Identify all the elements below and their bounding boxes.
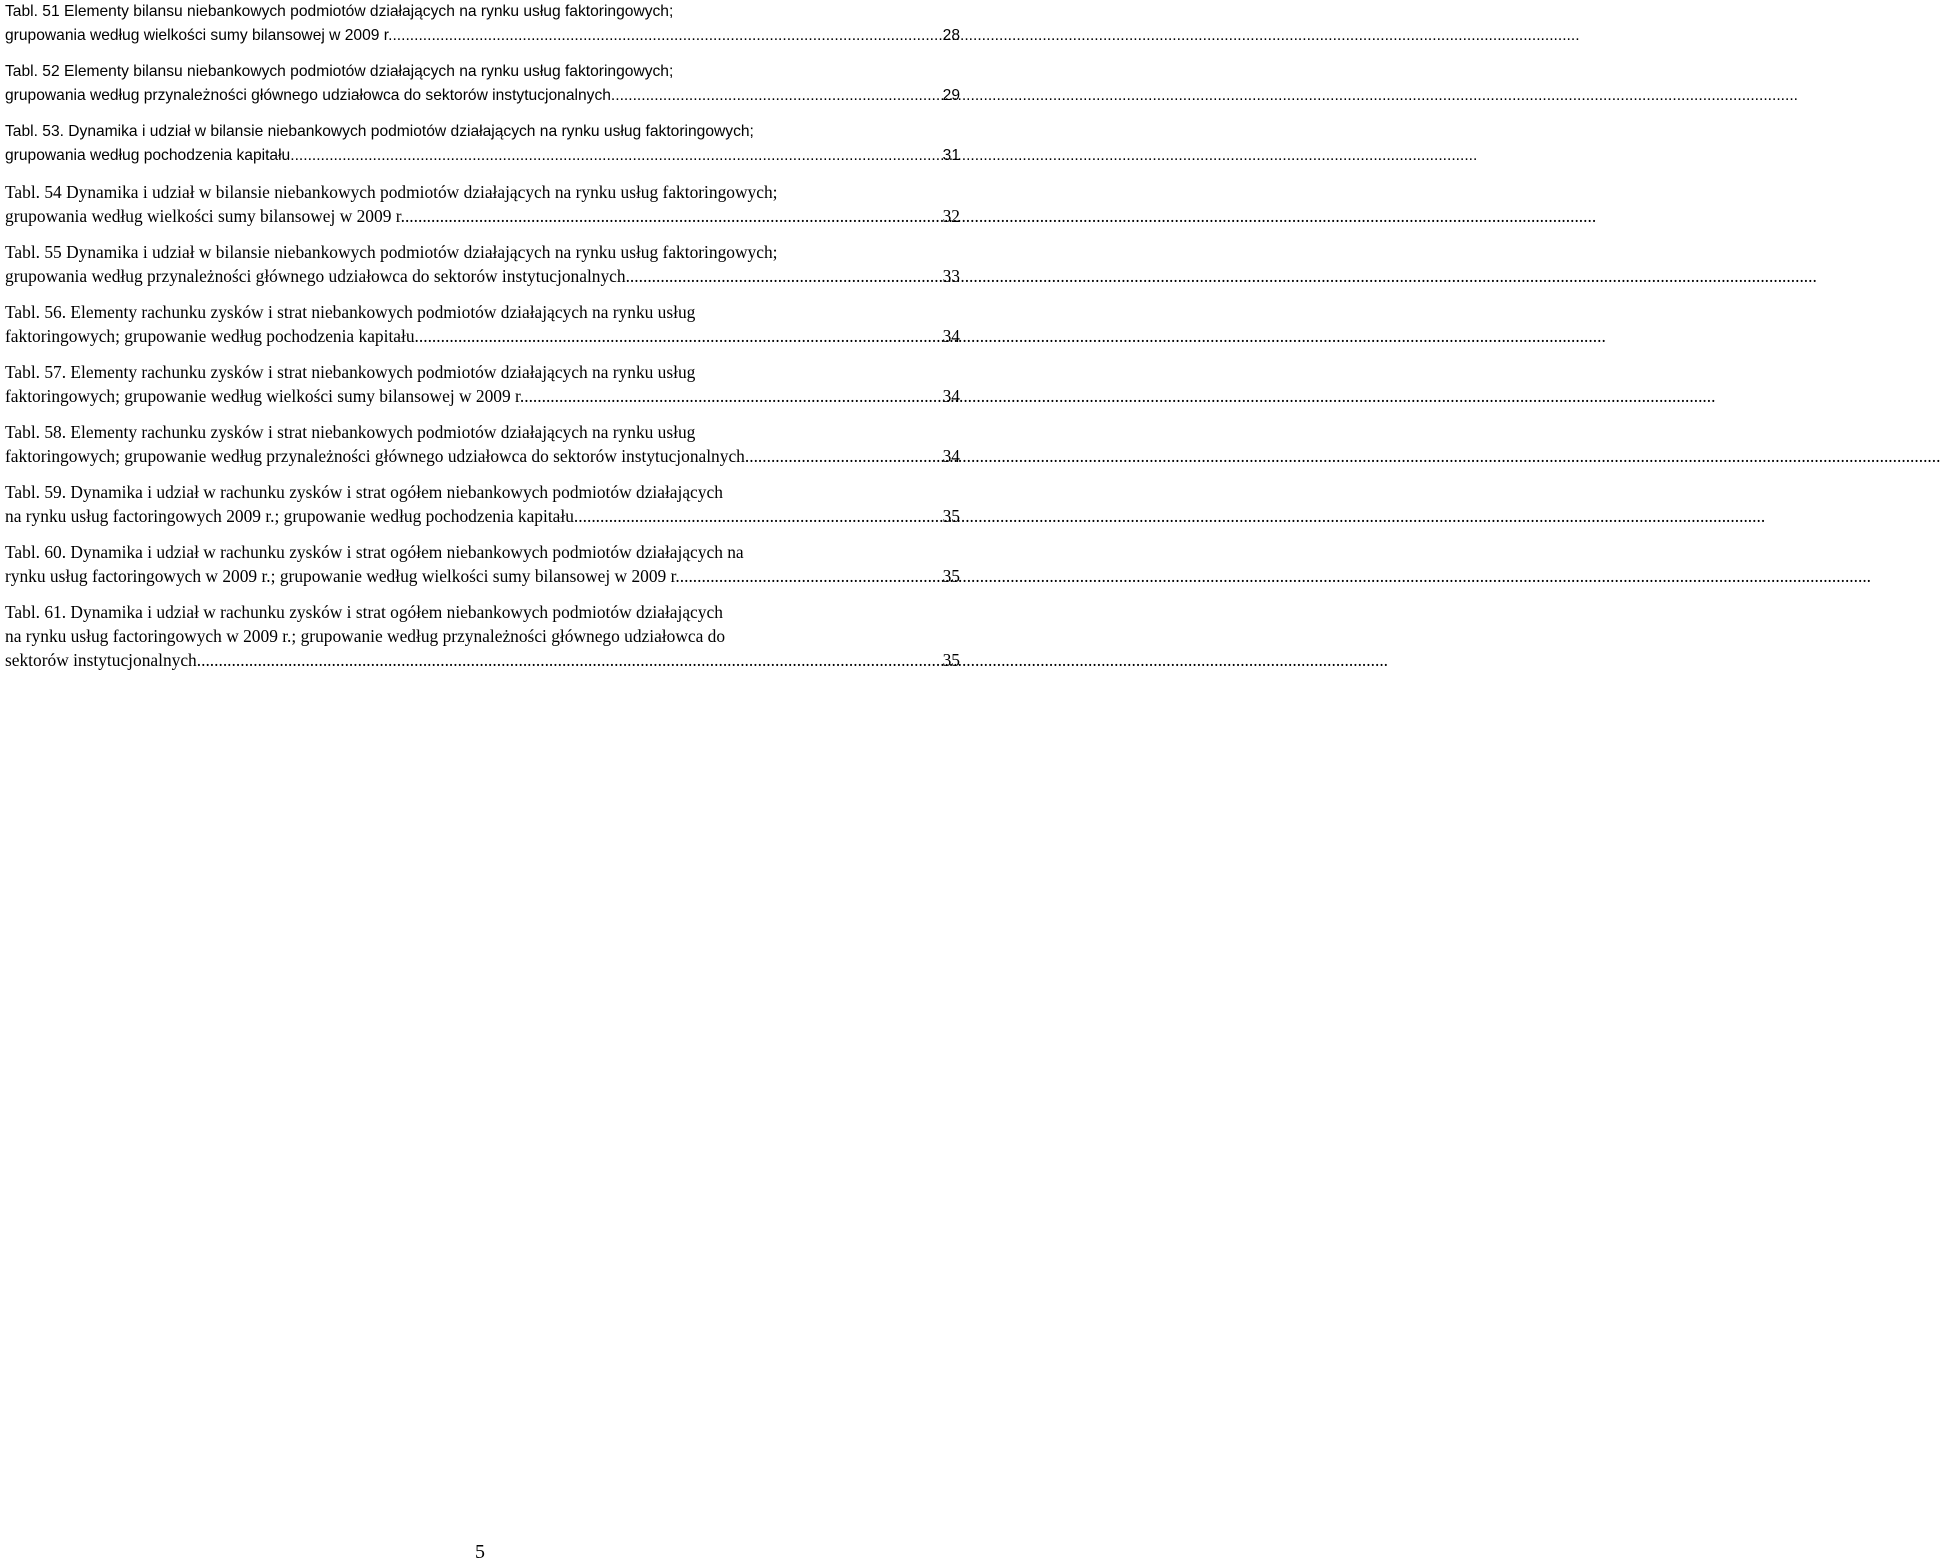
toc-entry-text: Tabl. 59. Dynamika i udział w rachunku zysków i strat ogółem niebankowych podmiotów działających bbox=[5, 482, 723, 502]
toc-entry-text: grupowania według wielkości sumy bilansowej w 2009 r. bbox=[5, 206, 405, 226]
toc-entry-text: grupowania według przynależności głównego udziałowca do sektorów instytucjonalnych bbox=[5, 266, 626, 286]
toc-page-number: 32 bbox=[942, 206, 960, 226]
toc-entry-text: Tabl. 52 Elementy bilansu niebankowych podmiotów działających na rynku usług faktoringowych; bbox=[5, 63, 674, 80]
toc-entry-text: grupowania według wielkości sumy bilansowej w 2009 r. bbox=[5, 27, 393, 44]
toc-entry-text: Tabl. 56. Elementy rachunku zysków i strat niebankowych podmiotów działających na rynku usług bbox=[5, 302, 696, 322]
toc-entry-text: sektorów instytucjonalnych bbox=[5, 650, 197, 670]
toc-page-number: 28 bbox=[942, 27, 960, 44]
toc-entry-text: Tabl. 60. Dynamika i udział w rachunku zysków i strat ogółem niebankowych podmiotów działających na bbox=[5, 542, 744, 562]
toc-entry-text: grupowania według przynależności głównego udziałowca do sektorów instytucjonalnych bbox=[5, 87, 611, 104]
toc-entry-tabl-57[interactable] bbox=[5, 360, 960, 408]
toc-entry-text: faktoringowych; grupowanie według pochodzenia kapitału bbox=[5, 326, 415, 346]
dot-leader bbox=[405, 204, 943, 228]
toc-entry-tabl-60[interactable] bbox=[5, 540, 960, 588]
dot-leader bbox=[626, 264, 943, 288]
toc-entry-text: Tabl. 53. Dynamika i udział w bilansie niebankowych podmiotów działających na rynku usług faktoringowych; bbox=[5, 123, 754, 140]
toc-entry-tabl-51[interactable] bbox=[5, 0, 960, 48]
toc-page-number: 35 bbox=[942, 506, 960, 526]
toc-entry-text: faktoringowych; grupowanie według przynależności głównego udziałowca do sektorów instytucjonalnych. bbox=[5, 446, 750, 466]
toc-entry-tabl-56[interactable] bbox=[5, 300, 960, 348]
toc-page-number: 33 bbox=[942, 266, 960, 286]
toc-page-number: 34 bbox=[942, 326, 960, 346]
dot-leader bbox=[392, 24, 942, 48]
toc-entry-text: grupowania według pochodzenia kapitału bbox=[5, 147, 291, 164]
toc-entry-text: faktoringowych; grupowanie według wielkości sumy bilansowej w 2009 r. bbox=[5, 386, 525, 406]
toc-entry-text: Tabl. 58. Elementy rachunku zysków i strat niebankowych podmiotów działających na rynku usług bbox=[5, 422, 696, 442]
toc-entry-tabl-58[interactable] bbox=[5, 420, 960, 468]
dot-leader bbox=[680, 564, 943, 588]
toc-page-number: 35 bbox=[942, 566, 960, 586]
dot-leader bbox=[611, 84, 943, 108]
dot-leader bbox=[415, 324, 943, 348]
dot-leader bbox=[197, 648, 943, 672]
toc-entry-text: Tabl. 61. Dynamika i udział w rachunku zysków i strat ogółem niebankowych podmiotów działających bbox=[5, 602, 723, 622]
toc-entry-text: Tabl. 54 Dynamika i udział w bilansie niebankowych podmiotów działających na rynku usług faktoringowych; bbox=[5, 182, 778, 202]
toc-entry-text: Tabl. 55 Dynamika i udział w bilansie niebankowych podmiotów działających na rynku usług faktoringowych; bbox=[5, 242, 778, 262]
toc-page-number: 35 bbox=[942, 650, 960, 670]
toc-page-number: 34 bbox=[942, 446, 960, 466]
toc-entry-tabl-59[interactable] bbox=[5, 480, 960, 528]
toc-entry-tabl-55[interactable] bbox=[5, 240, 960, 288]
toc-page-number: 29 bbox=[942, 87, 960, 104]
toc-entry-text: rynku usług factoringowych w 2009 r.; grupowanie według wielkości sumy bilansowej w 2009 r. bbox=[5, 566, 680, 586]
dot-leader bbox=[574, 504, 943, 528]
dot-leader bbox=[749, 444, 942, 468]
table-of-contents bbox=[5, 0, 960, 684]
page-number: 5 bbox=[475, 1541, 485, 1563]
toc-entry-text: na rynku usług factoringowych 2009 r.; grupowanie według pochodzenia kapitału bbox=[5, 506, 574, 526]
toc-entry-tabl-52[interactable] bbox=[5, 60, 960, 108]
toc-entry-tabl-54[interactable] bbox=[5, 180, 960, 228]
toc-page-number: 31 bbox=[942, 147, 960, 164]
toc-page-number: 34 bbox=[942, 386, 960, 406]
toc-entry-text: na rynku usług factoringowych w 2009 r.; grupowanie według przynależności głównego udziałowca do bbox=[5, 626, 726, 646]
toc-entry-tabl-61[interactable] bbox=[5, 600, 960, 672]
toc-entry-text: Tabl. 57. Elementy rachunku zysków i strat niebankowych podmiotów działających na rynku usług bbox=[5, 362, 696, 382]
toc-entry-text: Tabl. 51 Elementy bilansu niebankowych podmiotów działających na rynku usług faktoringowych; bbox=[5, 3, 674, 20]
dot-leader bbox=[524, 384, 942, 408]
dot-leader bbox=[290, 144, 942, 168]
toc-entry-tabl-53[interactable] bbox=[5, 120, 960, 168]
